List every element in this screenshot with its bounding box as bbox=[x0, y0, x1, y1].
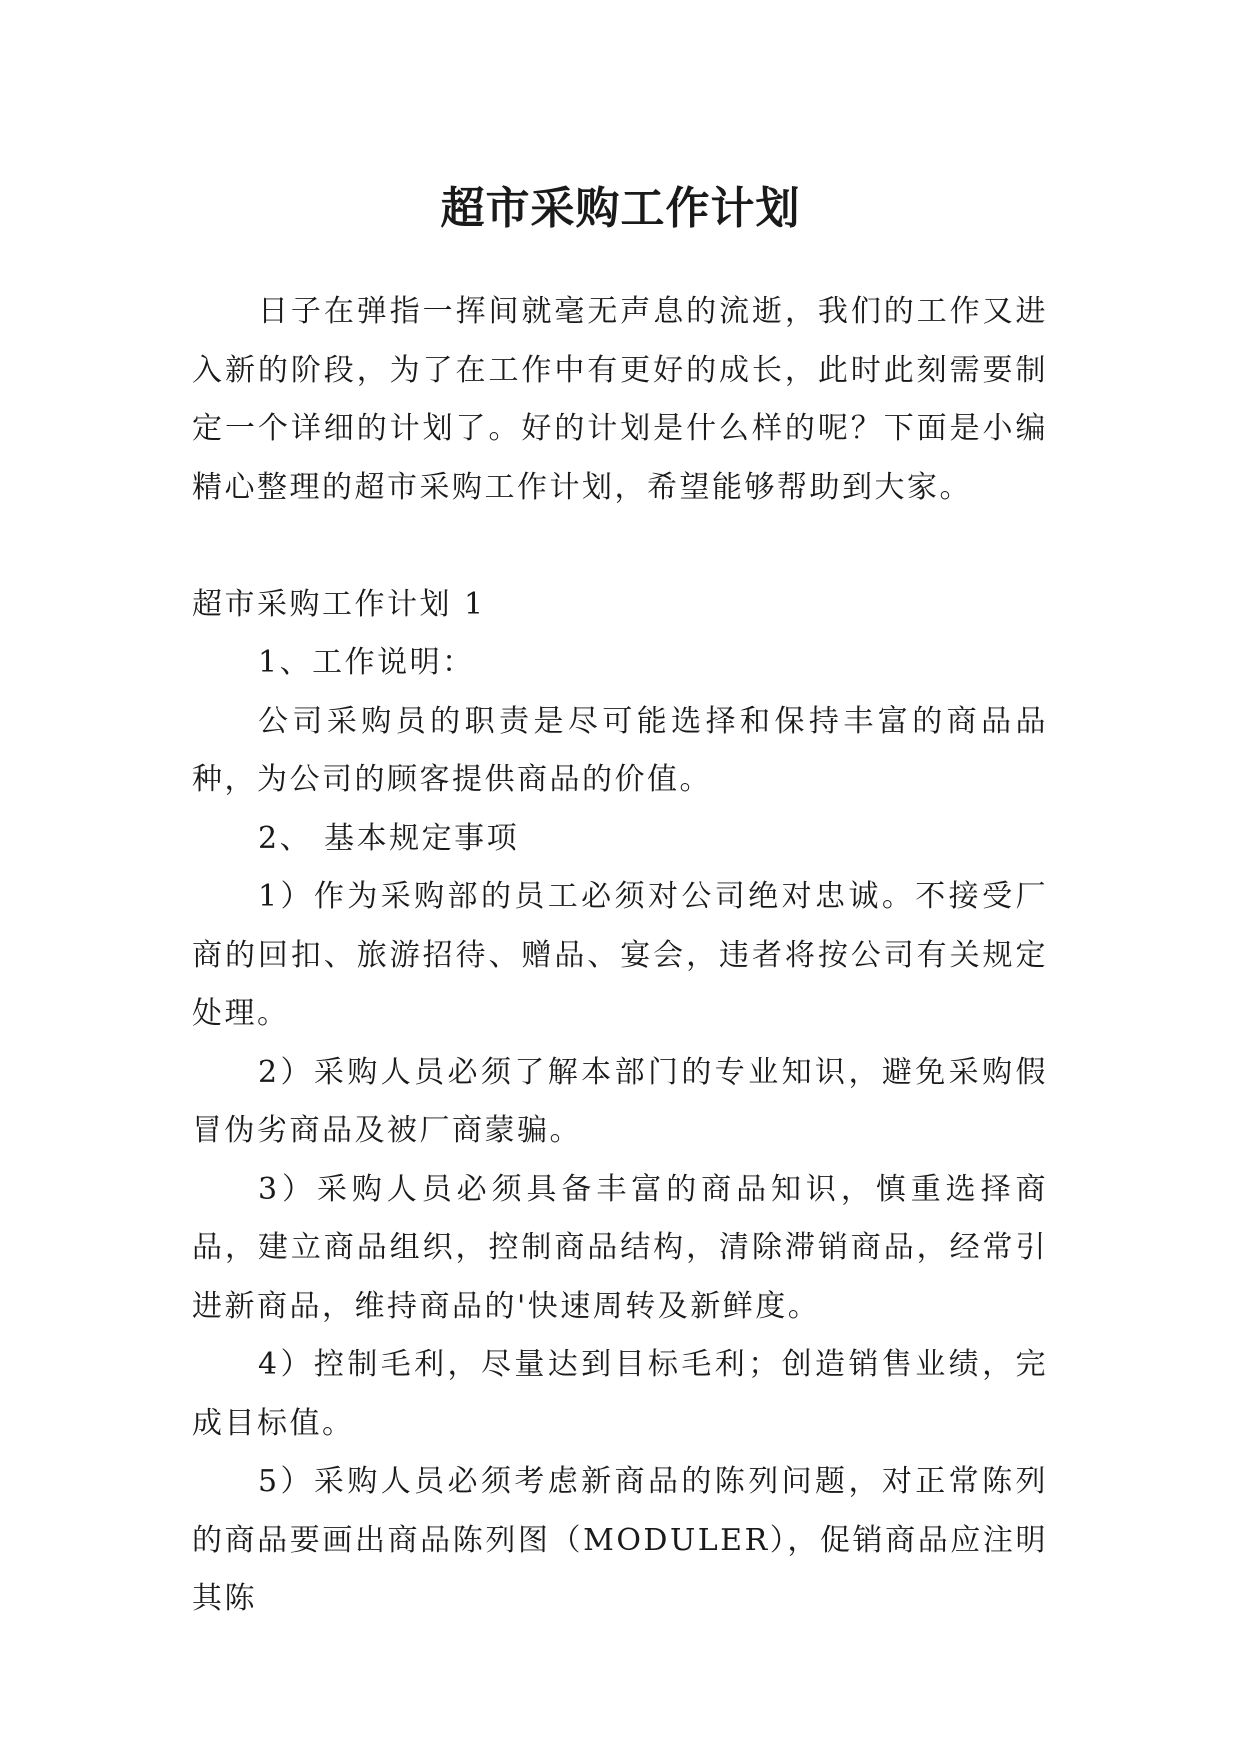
item1-heading: 1、工作说明： bbox=[258, 645, 475, 680]
document-body bbox=[192, 283, 1048, 1629]
rule2-paragraph: 2）采购人员必须了解本部门的专业知识，避免采购假冒伪劣商品及被厂商蒙骗。 bbox=[192, 1054, 1048, 1148]
intro-paragraph: 日子在弹指一挥间就毫无声息的流逝，我们的工作又进入新的阶段，为了在工作中有更好的成长，此时此刻需要制定一个详细的计划了。好的计划是什么样的呢？下面是小编精心整理的超市采购工作计划，希望能够帮助到大家。 bbox=[192, 294, 1048, 505]
paragraph-spacer bbox=[192, 517, 1048, 576]
rule3-paragraph: 3）采购人员必须具备丰富的商品知识，慎重选择商品，建立商品组织，控制商品结构，清除滞销商品，经常引进新商品，维持商品的'快速周转及新鲜度。 bbox=[192, 1171, 1048, 1324]
rule1-paragraph: 1）作为采购部的员工必须对公司绝对忠诚。不接受厂商的回扣、旅游招待、赠品、宴会，违者将按公司有关规定处理。 bbox=[192, 879, 1048, 1031]
section-heading: 超市采购工作计划 1 bbox=[192, 586, 486, 622]
rule4-paragraph: 4）控制毛利，尽量达到目标毛利；创造销售业绩，完成目标值。 bbox=[192, 1347, 1048, 1441]
rule5-paragraph: 5）采购人员必须考虑新商品的陈列问题，对正常陈列的商品要画出商品陈列图（MODULER），促销商品应注明其陈 bbox=[192, 1464, 1048, 1616]
item2-heading: 2、 基本规定事项 bbox=[258, 820, 520, 856]
item1-paragraph: 公司采购员的职责是尽可能选择和保持丰富的商品品种，为公司的顾客提供商品的价值。 bbox=[192, 703, 1048, 797]
document-title: 超市采购工作计划 bbox=[440, 183, 801, 235]
